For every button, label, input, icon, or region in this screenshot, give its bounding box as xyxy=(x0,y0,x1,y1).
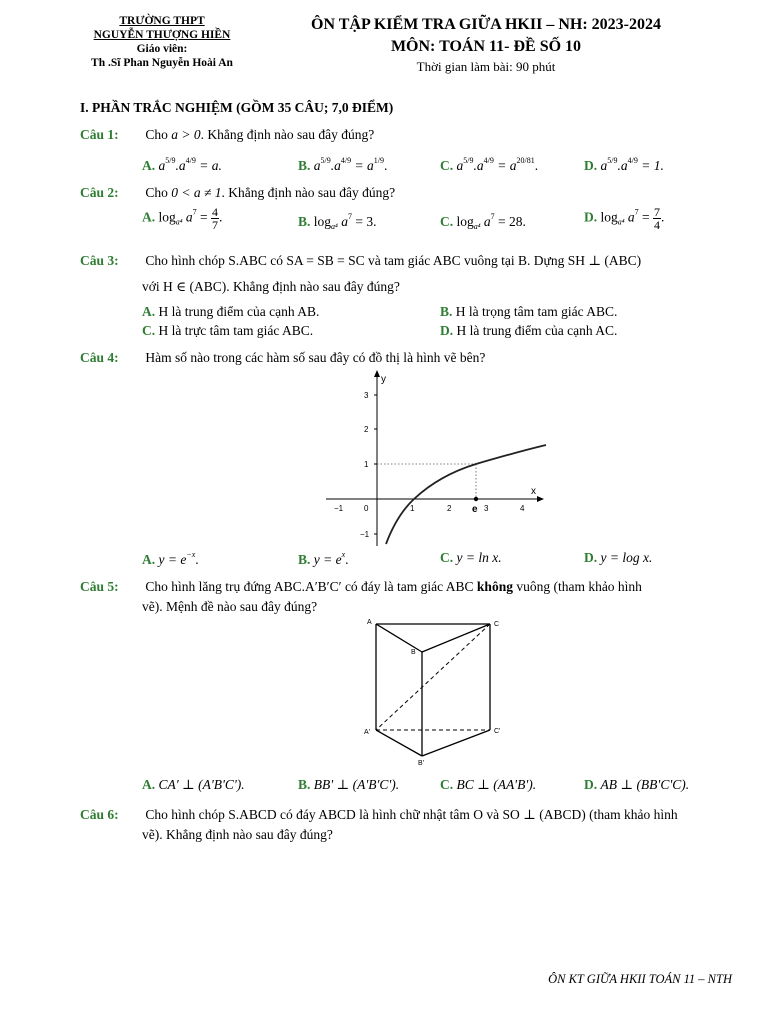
question-condition: a > 0 xyxy=(171,127,201,142)
option-math: = a xyxy=(497,158,517,173)
option-math: log xyxy=(158,209,176,225)
question-3-line2: với H ∈ (ABC). Khẳng định nào sau đây đúng? xyxy=(142,279,400,294)
option-letter: D. xyxy=(584,158,598,173)
question-6-line2: vẽ). Khẳng định nào sau đây đúng? xyxy=(142,827,333,842)
school-line2: NGUYỄN THƯỢNG HIỀN xyxy=(93,29,231,41)
teacher-label: Giáo viên: xyxy=(136,43,188,55)
question-label: Câu 2: xyxy=(80,185,119,200)
option-letter: C. xyxy=(440,777,454,792)
edge-B'C' xyxy=(422,730,490,756)
section-title: I. PHẦN TRẮC NGHIỆM (GỒM 35 CÂU; 7,0 ĐIỂM) xyxy=(80,100,394,115)
option-text: CA' ⊥ (A'B'C'). xyxy=(158,777,245,792)
option-5a[interactable] xyxy=(142,777,245,793)
fraction: $\frac{7}{4}$ xyxy=(654,205,661,232)
edge-A'B' xyxy=(376,730,422,756)
option-letter: A. xyxy=(142,552,156,567)
x-tick-0: 0 xyxy=(364,504,369,513)
option-letter: B. xyxy=(440,304,453,319)
option-4b[interactable]: B. $y = e^x$. xyxy=(298,550,349,567)
option-2a[interactable]: A. $\log_{a^4} a^7$ = $\frac{4}{7}$ . xyxy=(142,205,223,232)
option-text: H là trọng tâm tam giác ABC. xyxy=(455,304,618,319)
option-5b[interactable] xyxy=(298,777,399,793)
option-5c[interactable] xyxy=(440,777,536,793)
question-label: Câu 5: xyxy=(80,579,119,594)
vertex-A: A xyxy=(367,619,372,626)
option-5d[interactable] xyxy=(584,777,689,793)
page-footer: ÔN KT GIỮA HKII TOÁN 11 – NTH xyxy=(548,972,732,986)
option-text: y = e xyxy=(158,552,187,567)
question-text: Cho hình lăng trụ đứng ABC.A′B′C′ có đáy là tam giác ABC xyxy=(145,579,477,594)
question-text: Cho xyxy=(145,185,172,200)
option-letter: D. xyxy=(584,550,598,565)
question-3 xyxy=(80,253,730,269)
exam-title: ÔN TẬP KIỂM TRA GIỮA HKII – NH: 2023-2024 xyxy=(311,16,661,33)
question-5 xyxy=(80,579,730,595)
question-6 xyxy=(80,807,730,823)
y-tick-neg1: −1 xyxy=(360,530,370,539)
school-header xyxy=(72,14,252,70)
teacher-name: Th .Sĩ Phan Nguyễn Hoài An xyxy=(91,57,233,69)
option-text: y = e xyxy=(313,552,342,567)
question-1 xyxy=(80,127,730,143)
e-label: e xyxy=(472,504,478,515)
question-emphasis: không xyxy=(476,579,513,594)
question-label: Câu 6: xyxy=(80,807,119,822)
edge-BC xyxy=(422,624,490,652)
y-tick-1: 1 xyxy=(364,460,369,469)
vertex-B: B xyxy=(411,649,416,656)
exam-header xyxy=(268,14,704,76)
option-3c[interactable] xyxy=(142,323,313,339)
fraction: $\frac{4}{7}$ xyxy=(212,205,219,232)
option-1d[interactable]: D. $a^{5/9}.a^{4/9} = 1$. xyxy=(584,156,664,173)
prism-figure xyxy=(334,614,510,766)
question-4 xyxy=(80,350,730,366)
school-line1: TRƯỜNG THPT xyxy=(119,15,205,27)
option-letter: A. xyxy=(142,209,156,225)
exam-subject: MÔN: TOÁN 11- ĐỀ SỐ 10 xyxy=(390,38,582,55)
option-letter: C. xyxy=(142,323,156,338)
option-letter: C. xyxy=(440,550,454,565)
option-3d[interactable] xyxy=(440,323,617,339)
option-text: H là trung điểm của cạnh AC. xyxy=(456,323,618,338)
x-tick-4: 4 xyxy=(520,504,525,513)
x-tick-1: 1 xyxy=(410,504,415,513)
option-text: BB' ⊥ (A'B'C'). xyxy=(313,777,400,792)
vertex-C-prime: C' xyxy=(494,728,501,735)
option-value: 3. xyxy=(366,214,377,229)
option-1c[interactable]: C. $a^{5/9}.a^{4/9} = a^{20/81}$. xyxy=(440,156,539,173)
question-text: . Khẳng định nào sau đây đúng? xyxy=(200,127,375,142)
option-exponent: −x xyxy=(186,550,196,559)
option-2d[interactable]: D. $\log_{a^4} a^7$ = $\frac{7}{4}$ . xyxy=(584,205,665,232)
question-5-line2: vẽ). Mệnh đề nào sau đây đúng? xyxy=(142,599,318,614)
vertex-A-prime: A' xyxy=(364,729,371,736)
question-condition: 0 < a ≠ 1 xyxy=(171,185,222,200)
option-text: H là trực tâm tam giác ABC. xyxy=(158,323,314,338)
diagonal-CA' xyxy=(376,624,490,730)
option-4a[interactable]: A. $y = e^{-x}$. xyxy=(142,550,199,567)
option-math: = 1. xyxy=(641,158,664,173)
option-letter: D. xyxy=(584,777,598,792)
option-letter: D. xyxy=(584,209,598,225)
question-text: Cho xyxy=(145,127,172,142)
x-tick-neg1: −1 xyxy=(334,504,344,513)
ln-curve xyxy=(386,445,546,544)
question-label: Câu 3: xyxy=(80,253,119,268)
option-letter: B. xyxy=(298,158,311,173)
option-2c[interactable]: C. $\log_{a^4} a^7 = 28$. xyxy=(440,212,526,231)
question-text: Cho hình chóp S.ABCD có đáy ABCD là hình chữ nhật tâm O và SO ⊥ (ABCD) (tham khảo hình xyxy=(145,807,678,822)
option-letter: B. xyxy=(298,777,311,792)
option-2b[interactable]: B. $\log_{a^4} a^7 = 3$. xyxy=(298,212,377,231)
option-exponent: 20/81 xyxy=(516,156,535,165)
y-axis-arrow xyxy=(374,370,380,377)
option-3a[interactable] xyxy=(142,304,319,320)
x-tick-2: 2 xyxy=(447,504,452,513)
option-letter: B. xyxy=(298,214,311,229)
option-text: AB ⊥ (BB'C'C). xyxy=(600,777,690,792)
option-letter: D. xyxy=(440,323,454,338)
option-4c[interactable] xyxy=(440,550,502,566)
y-tick-2: 2 xyxy=(364,425,369,434)
option-text: BC ⊥ (AA'B'). xyxy=(456,777,537,792)
exam-duration: Thời gian làm bài: 90 phút xyxy=(416,59,556,74)
option-math: = a. xyxy=(199,158,222,173)
option-4d[interactable] xyxy=(584,550,652,566)
x-tick-3: 3 xyxy=(484,504,489,513)
option-math: log xyxy=(456,214,474,229)
option-letter: A. xyxy=(142,304,156,319)
vertex-B-prime: B' xyxy=(418,760,425,766)
option-1a[interactable]: A. $a^{5/9}.a^{4/9} = a$. xyxy=(142,156,222,173)
x-axis-label: x xyxy=(531,486,536,497)
option-exponent: 1/9 xyxy=(373,156,384,165)
question-2 xyxy=(80,185,730,201)
question-label: Câu 4: xyxy=(80,350,119,365)
vertex-C: C xyxy=(494,621,500,628)
option-letter: A. xyxy=(142,777,156,792)
option-text: y = log x. xyxy=(600,550,653,565)
option-letter: B. xyxy=(298,552,311,567)
option-letter: A. xyxy=(142,158,156,173)
option-text: H là trung điểm của cạnh AB. xyxy=(158,304,320,319)
question-text: Hàm số nào trong các hàm số sau đây có đồ thị là hình vẽ bên? xyxy=(145,350,486,365)
y-axis-label: y xyxy=(381,374,386,385)
x-axis-arrow xyxy=(537,496,544,502)
question-text: Cho hình chóp S.ABC có SA = SB = SC và tam giác ABC vuông tại B. Dựng SH ⊥ (ABC) xyxy=(145,253,642,268)
edge-AB xyxy=(376,624,422,652)
question-text: vuông (tham khảo hình xyxy=(512,579,642,594)
question-label: Câu 1: xyxy=(80,127,119,142)
option-letter: C. xyxy=(440,158,454,173)
option-value: 28. xyxy=(509,214,526,229)
option-text: y = ln x. xyxy=(456,550,502,565)
question-text: . Khẳng định nào sau đây đúng? xyxy=(221,185,396,200)
y-tick-3: 3 xyxy=(364,391,369,400)
option-3b[interactable] xyxy=(440,304,617,320)
function-graph xyxy=(320,366,550,548)
option-math: log xyxy=(313,214,332,229)
option-math: = a xyxy=(354,158,374,173)
option-math: log xyxy=(600,209,618,225)
option-1b[interactable]: B. $a^{5/9}.a^{4/9} = a^{1/9}$. xyxy=(298,156,388,173)
option-exponent: x xyxy=(341,550,346,559)
option-letter: C. xyxy=(440,214,454,229)
